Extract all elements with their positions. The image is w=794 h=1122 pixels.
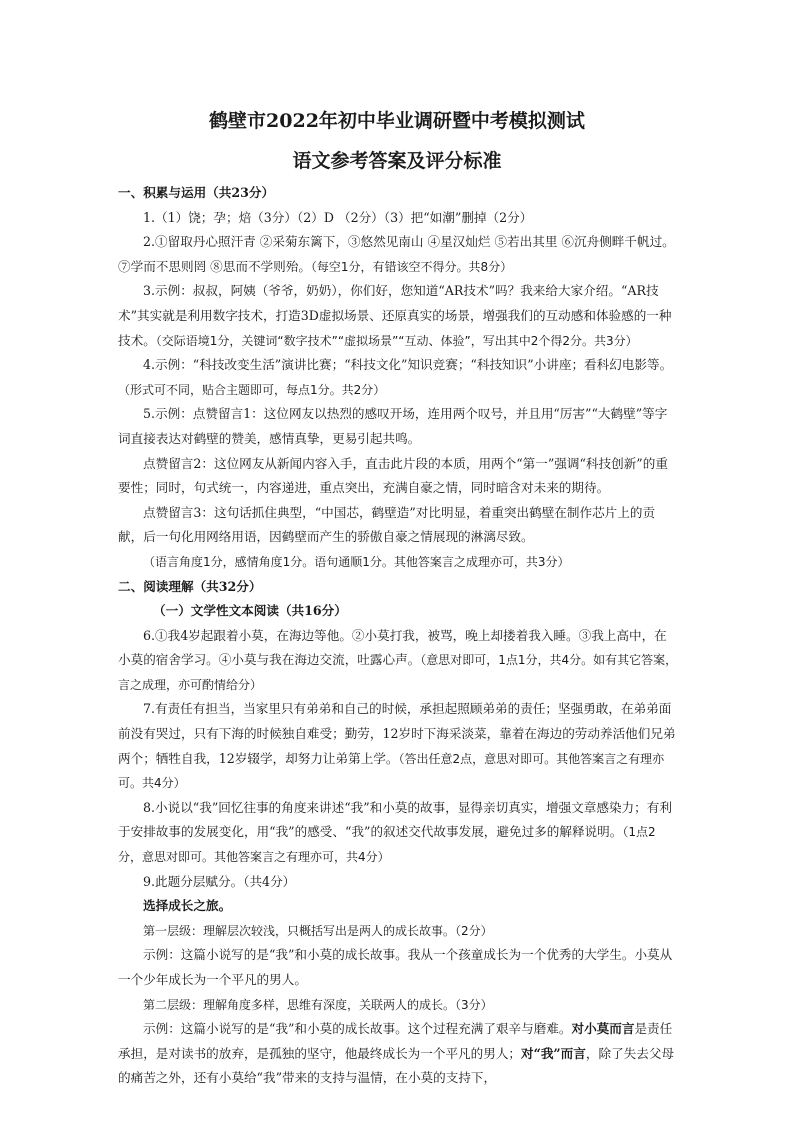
answer-q2-text: 2.①留取丹心照汗青 ②采菊东篱下，③悠然见南山 ④星汉灿烂 ⑤若出其里 ⑥沉舟侧畔千帆过。 ⑦学而不思则罔 ⑧思而不学则殆。: [118, 234, 675, 274]
answer-q2: [118, 230, 678, 279]
answer-q7: [118, 697, 678, 795]
level-2-example-bold-1: 对小莫而言: [571, 1021, 635, 1037]
answer-q5-note: （语言角度1分，感情角度1分。语句通顺1分。其他答案言之成理亦可，共3分）: [143, 554, 570, 569]
section-heading-2: 二、阅读理解（共32分）: [118, 578, 262, 594]
answer-q2-note: （每空1分，有错该空不得分。共8分）: [310, 259, 513, 274]
level-1-criteria: 第一层级：理解层次较浅，只概括写出是两人的成长故事。（2分）: [143, 923, 493, 938]
answer-q7-note: （答出任意2点，意思对即可。其他答案言之有理亦可。共4分）: [118, 751, 665, 791]
level-2-example-part-2: ，除了失去父母的痛苦之外，还有小莫给“我”带来的支持与温情，在小莫的支持下，: [118, 1045, 675, 1086]
answer-q8-note: （1点2分，意思对即可。其他答案言之有理亦可，共4分）: [118, 825, 656, 865]
level-2-example-intro: 示例：这篇小说写的是“我”和小莫的成长故事。这个过程充满了艰辛与磨难。: [143, 1021, 572, 1037]
answer-q6: [118, 624, 678, 698]
answer-q3-text: 3.示例：叔叔，阿姨（爷爷，奶奶），你们好，您知道“AR技术”吗？我来给大家介绍。“AR技术”其实就是利用数字技术，打造3D虚拟场景、还原真实的场景，增强我们的互动感和体验感的一种技术。: [118, 283, 672, 348]
answer-q8: [118, 796, 678, 870]
section-heading-1: 一、积累与运用（共23分）: [118, 185, 275, 200]
level-2-criteria: 第二层级：理解角度多样，思维有深度，关联两人的成长。（3分）: [143, 997, 493, 1012]
answer-q6-text: 6.①我4岁起跟着小莫，在海边等他。②小莫打我，被骂，晚上却搂着我入睡。③我上高中，在小莫的宿舍学习。④小莫与我在海边交流，吐露心声。: [118, 627, 667, 668]
answer-q5-comment3: 点赞留言3：这句话抓住典型，“中国芯，鹤壁造”对比明显，着重突出鹤壁在制作芯片上的贡献，后一句化用网络用语，因鹤壁而产生的骄傲自豪之情展现的淋漓尽致。: [118, 504, 656, 545]
answer-q8-text: 8.小说以“我”回忆往事的角度来讲述“我”和小莫的故事，显得亲切真实，增强文章感染力；有利于安排故事的发展变化，用“我”的感受、“我”的叙述交代故事发展，避免过多的解释说明。: [118, 799, 672, 840]
answer-q4-text: 4.示例：“科技改变生活”演讲比赛；“科技文化”知识竞赛；“科技知识”小讲座；看科幻电影等。: [143, 357, 673, 373]
level-2-example: [118, 1017, 678, 1091]
answer-q9-title: 选择成长之旅。: [143, 898, 232, 914]
level-1-example: 示例：这篇小说写的是“我”和小莫的成长故事。我从一个孩童成长为一个优秀的大学生。小莫从一个少年成长为一个平凡的男人。: [118, 947, 673, 987]
answer-q7-text: 7.有责任有担当，当家里只有弟弟和自己的时候，承担起照顾弟弟的责任；坚强勇敢，在弟弟面前没有哭过，只有下海的时候独自难受；勤劳，12岁时下海采淡菜，靠着在海边的劳动养活他们兄弟两个；牺牲自我，12岁辍学，却努力让弟第上学。: [118, 701, 676, 766]
answer-q5-comment2: 点赞留言2：这位网友从新闻内容入手，直击此片段的本质，用两个“第一”强调“科技创新”的重要性；同时，句式统一，内容递进，重点突出，充满自豪之情，同时暗含对未来的期待。: [118, 455, 668, 496]
answer-content: [118, 181, 678, 1091]
answer-q6-note: （意思对即可，1点1分，共4分。如有其它答案，言之成理，亦可酌情给分）: [118, 653, 678, 692]
answer-q4: [118, 353, 678, 402]
answer-q9: 9.此题分层赋分。（共4分）: [143, 873, 296, 889]
document-subtitle: 语文参考答案及评分标准: [292, 150, 502, 172]
answer-q4-note: （形式可不同，贴合主题即可，每点1分。共2分）: [118, 382, 386, 397]
answer-q3: [118, 279, 678, 353]
answer-q1: 1.（1）饶；孕；焙（3分）（2）D （2分）（3）把“如潮”删掉（2分）: [143, 209, 533, 225]
level-2-example-bold-2: 对“我”而言: [521, 1045, 586, 1061]
document-title: 鹤壁市2022年初中毕业调研暨中考模拟测试: [209, 110, 585, 132]
answer-q3-note: （交际语境1分，关键词“数字技术”“虚拟场景”“互动、体验”，写出其中2个得2分。共3分）: [155, 333, 638, 348]
subsection-heading-1: （一）文学性文本阅读（共16分）: [153, 603, 347, 619]
level-2-example-part-1: 是责任承担，是对读书的放弃，是孤独的坚守，他最终成长为一个平凡的男人；: [118, 1021, 673, 1061]
answer-q5: 5.示例：点赞留言1：这位网友以热烈的感叹开场，连用两个叹号，并且用“厉害”“大鹤壁”等字词直接表达对鹤壁的赞美，感情真挚，更易引起共鸣。: [118, 406, 668, 446]
